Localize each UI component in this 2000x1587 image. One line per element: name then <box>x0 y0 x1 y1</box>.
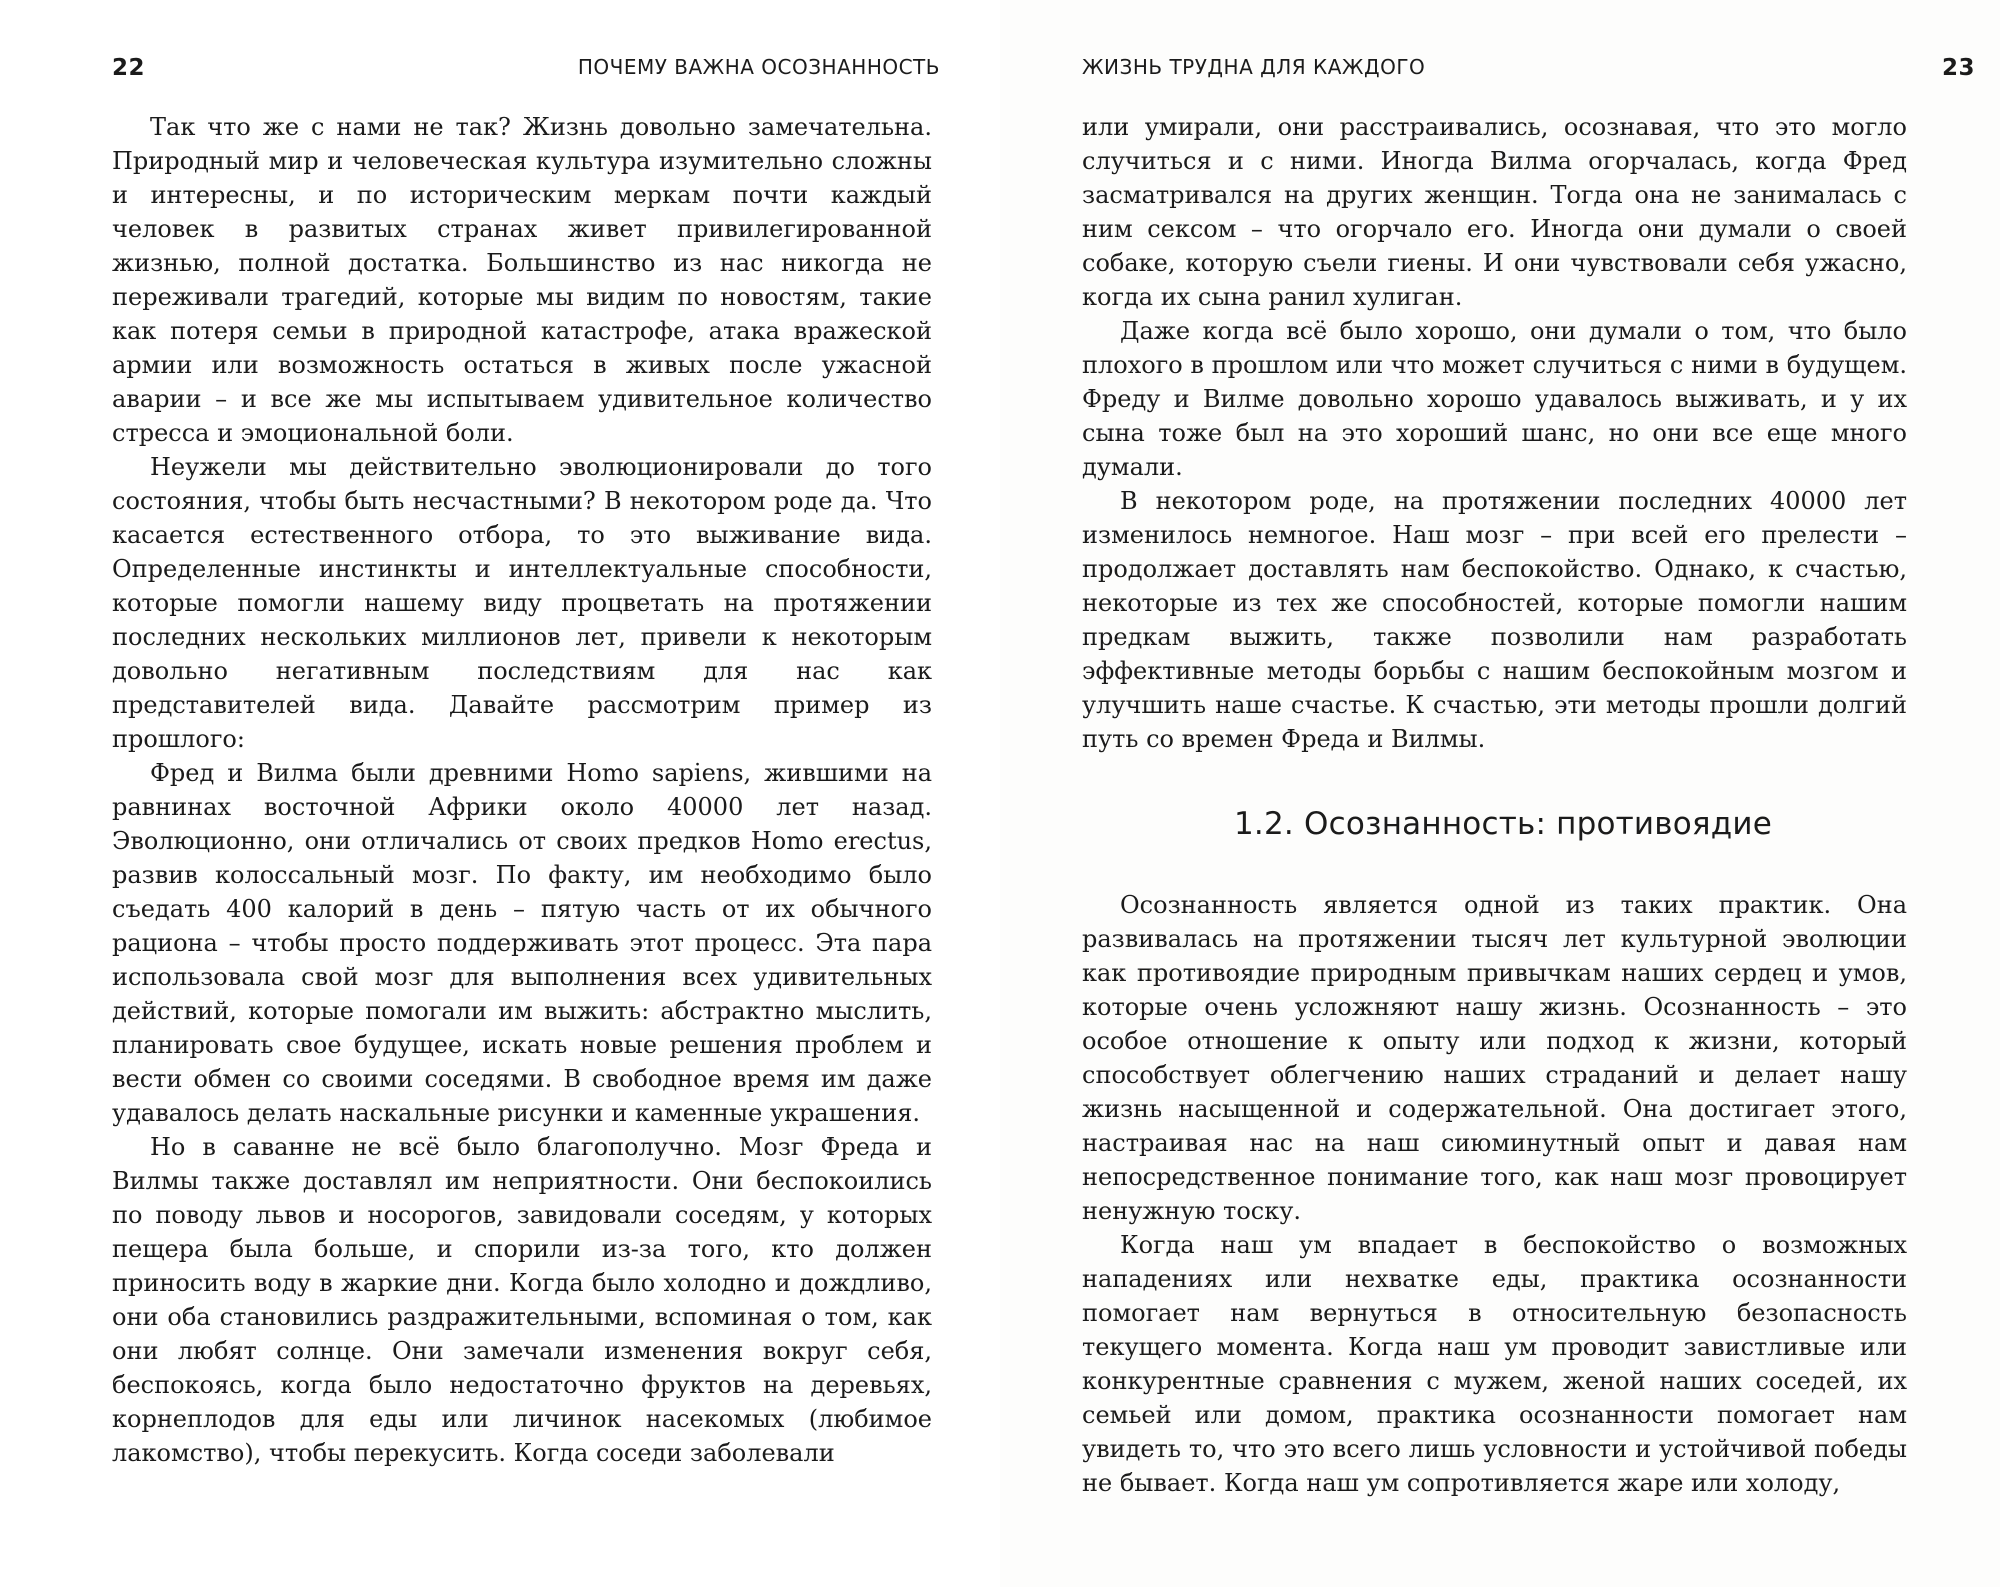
paragraph: Осознанность является одной из таких практик. Она развивалась на протяжении тысяч лет культурной эволюции как противоядие природным привычкам наших сердец и умов, которые очень усложняют нашу жизнь. Осознанность – это особое отношение к опыту или подход к жизни, который способствует облегчению наших страданий и делает нашу жизнь насыщенной и содержательной. Она достигает этого, настраивая нас на наш сиюминутный опыт и давая нам непосредственное понимание того, как наш мозг провоцирует ненужную тоску. <box>1082 891 1907 1225</box>
running-head: ЖИЗНЬ ТРУДНА ДЛЯ КАЖДОГО <box>1082 55 1426 79</box>
paragraph: Когда наш ум впадает в беспокойство о возможных нападениях или нехватке еды, практика осознанности помогает нам вернуться в относительную безопасность текущего момента. Когда наш ум проводит завистливые или конкурентные сравнения с мужем, женой наших соседей, их семьей или домом, практика осознанности помогает нам увидеть то, что это всего лишь условности и устойчивой победы не бывает. Когда наш ум сопротивляется жаре или холоду, <box>1082 1231 1907 1497</box>
paragraph: Даже когда всё было хорошо, они думали о том, что было плохого в прошлом или что может случиться с ними в будущем. Фреду и Вилме довольно хорошо удавалось выживать, и у их сына тоже был на это хороший шанс, но они все еще много думали. <box>1082 317 1907 481</box>
right-page <box>1000 0 2000 1587</box>
paragraph: Но в саванне не всё было благополучно. Мозг Фреда и Вилмы также доставлял им неприятности. Они беспокоились по поводу львов и носорогов, завидовали соседям, у которых пещера была больше, и спорили из-за того, кто должен приносить воду в жаркие дни. Когда было холодно и дождливо, они оба становились раздражительными, вспоминая о том, как они любят солнце. Они замечали изменения вокруг себя, беспокоясь, когда было недостаточно фруктов на деревьях, корнеплодов для еды или личинок насекомых (любимое лакомство), чтобы перекусить. Когда соседи заболевали <box>112 1133 932 1467</box>
page-number: 22 <box>112 55 146 81</box>
paragraph: Так что же с нами не так? Жизнь довольно замечательна. Природный мир и человеческая культура изумительно сложны и интересны, и по историческим меркам почти каждый человек в развитых странах живет привилегированной жизнью, полной достатка. Большинство из нас никогда не переживали трагедий, которые мы видим по новостям, такие как потеря семьи в природной катастрофе, атака вражеской армии или возможность остаться в живых после ужасной аварии – и все же мы испытываем удивительное количество стресса и эмоциональной боли. <box>112 113 932 447</box>
body-text <box>1082 110 1907 1500</box>
body-text <box>112 110 932 1470</box>
paragraph: Неужели мы действительно эволюционировали до того состояния, чтобы быть несчастными? В некотором роде да. Что касается естественного отбора, то это выживание вида. Определенные инстинкты и интеллектуальные способности, которые помогли нашему виду процветать на протяжении последних нескольких миллионов лет, привели к некоторым довольно негативным последствиям для нас как представителей вида. Давайте рассмотрим пример из прошлого: <box>112 453 932 753</box>
running-head: ПОЧЕМУ ВАЖНА ОСОЗНАННОСТЬ <box>577 55 940 79</box>
section-heading: 1.2. Осознанность: противоядие <box>1234 806 1772 842</box>
page-number: 23 <box>1941 55 1975 81</box>
paragraph: или умирали, они расстраивались, осознавая, что это могло случиться и с ними. Иногда Вилма огорчалась, когда Фред засматривался на других женщин. Тогда она не занималась с ним сексом – что огорчало его. Иногда они думали о своей собаке, которую съели гиены. И они чувствовали себя ужасно, когда их сына ранил хулиган. <box>1082 113 1907 311</box>
paragraph: Фред и Вилма были древними Homo sapiens, жившими на равнинах восточной Африки около 40000 лет назад. Эволюционно, они отличались от своих предков Homo erectus, развив колоссальный мозг. По факту, им необходимо было съедать 400 калорий в день – пятую часть от их обычного рациона – чтобы просто поддерживать этот процесс. Эта пара использовала свой мозг для выполнения всех удивительных действий, которые помогали им выжить: абстрактно мыслить, планировать свое будущее, искать новые решения проблем и вести обмен со своими соседями. В свободное время им даже удавалось делать наскальные рисунки и каменные украшения. <box>112 759 932 1127</box>
paragraph: В некотором роде, на протяжении последних 40000 лет изменилось немногое. Наш мозг – при всей его прелести – продолжает доставлять нам беспокойство. Однако, к счастью, некоторые из тех же способностей, которые помогли нашим предкам выжить, также позволили нам разработать эффективные методы борьбы с нашим беспокойным мозгом и улучшить наше счастье. К счастью, эти методы прошли долгий путь со времен Фреда и Вилмы. <box>1082 487 1907 753</box>
